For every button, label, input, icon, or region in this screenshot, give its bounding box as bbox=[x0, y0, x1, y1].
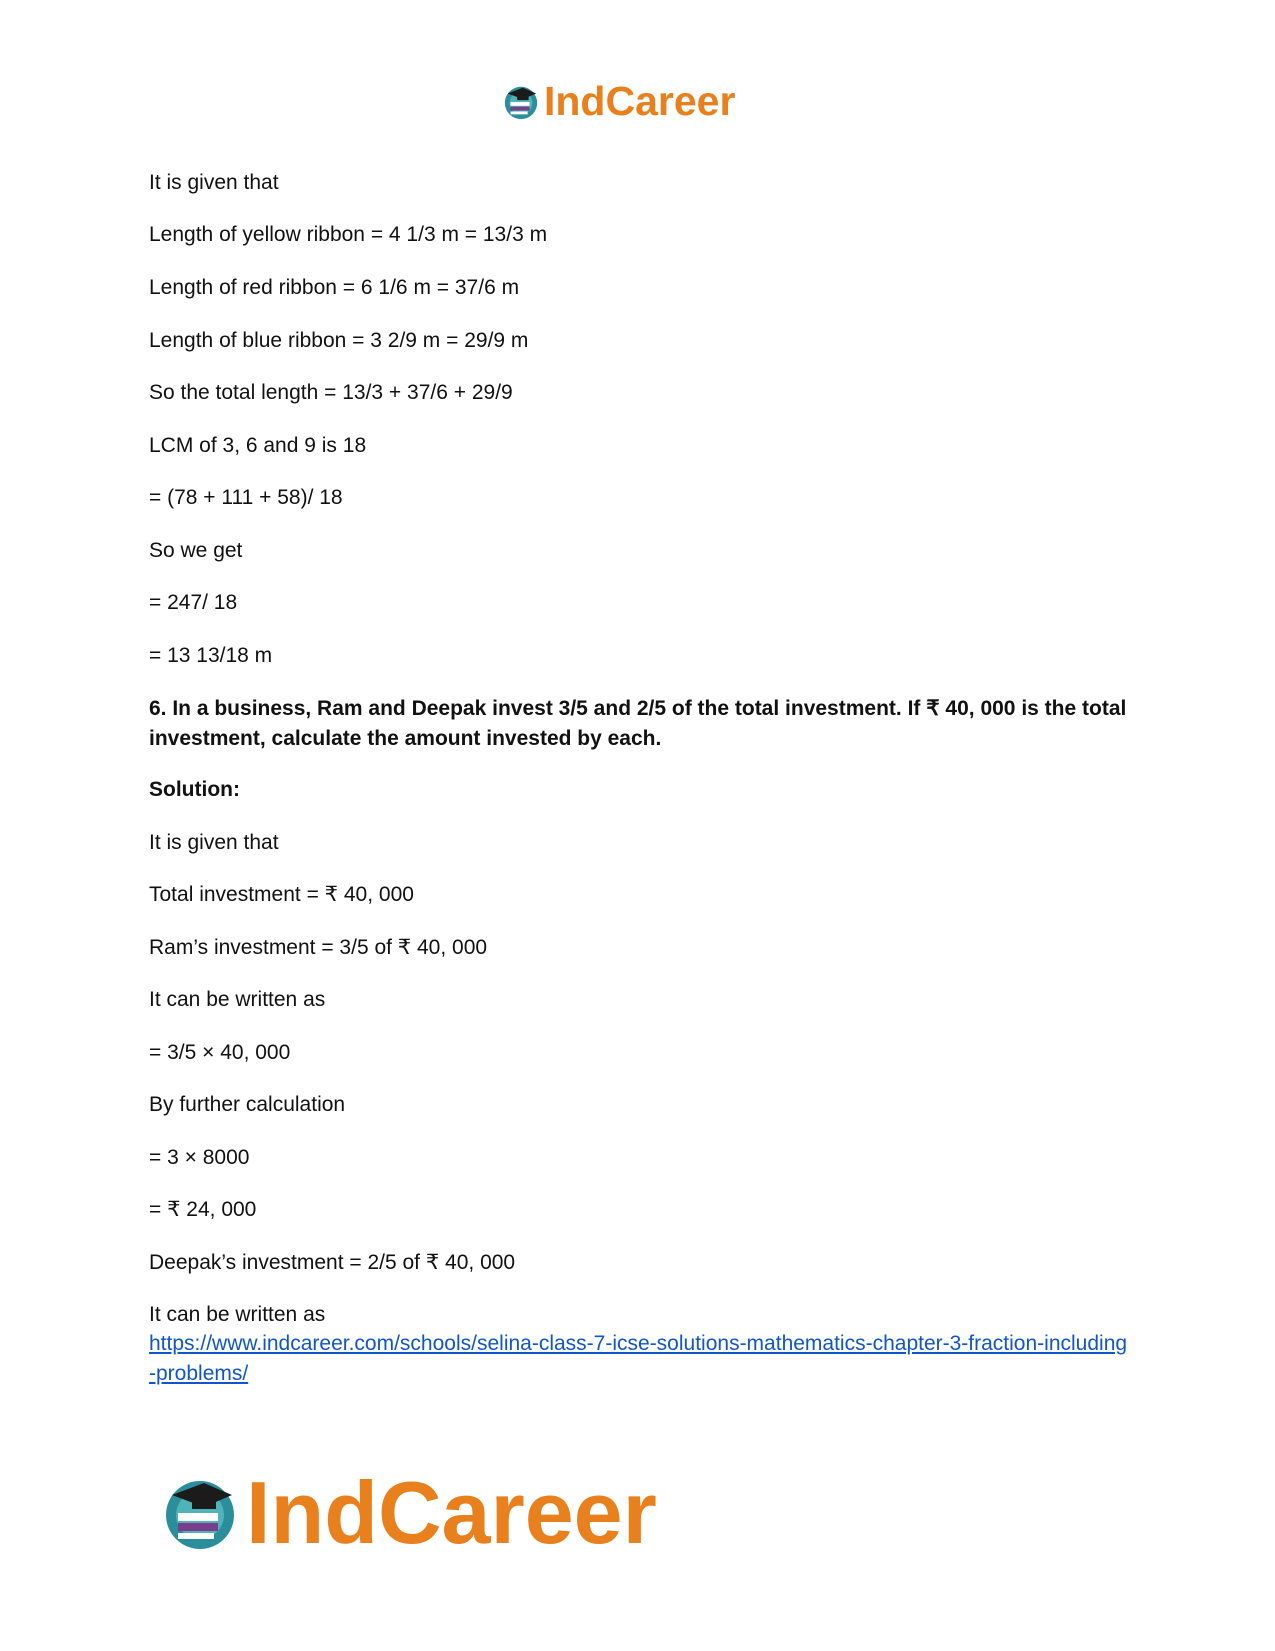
text-line: Ram’s investment = 3/5 of ₹ 40, 000 bbox=[149, 936, 488, 959]
text-line: = 3 × 8000 bbox=[149, 1146, 250, 1169]
solution-label: Solution: bbox=[149, 778, 240, 801]
brand-logo-top bbox=[502, 78, 735, 125]
text-line: It is given that bbox=[149, 171, 279, 194]
footer-link[interactable]: https://www.indcareer.com/schools/selina-class-7-icse-solutions-mathematics-chapter-3-fraction-including-problems/ bbox=[149, 1332, 1128, 1385]
graduation-book-icon bbox=[160, 1473, 240, 1553]
text-line: Length of blue ribbon = 3 2/9 m = 29/9 m bbox=[149, 329, 529, 352]
text-line: = 247/ 18 bbox=[149, 591, 238, 614]
text-line: = ₹ 24, 000 bbox=[149, 1198, 257, 1221]
text-line: Length of yellow ribbon = 4 1/3 m = 13/3 m bbox=[149, 223, 548, 246]
text-line: = 13 13/18 m bbox=[149, 644, 273, 667]
text-line: It can be written as bbox=[149, 988, 326, 1011]
question-heading: 6. In a business, Ram and Deepak invest 3/5 and 2/5 of the total investment. If ₹ 40, 000 is the total investment, calculate the amount invested by each. bbox=[149, 697, 1127, 750]
text-line: So we get bbox=[149, 539, 243, 562]
brand-name: IndCareer bbox=[246, 1463, 657, 1562]
text-line: It is given that bbox=[149, 831, 279, 854]
text-line: LCM of 3, 6 and 9 is 18 bbox=[149, 434, 367, 457]
graduation-book-icon bbox=[502, 83, 540, 121]
text-line: = (78 + 111 + 58)/ 18 bbox=[149, 486, 343, 509]
text-line: So the total length = 13/3 + 37/6 + 29/9 bbox=[149, 381, 513, 404]
text-line: By further calculation bbox=[149, 1093, 346, 1116]
brand-name: IndCareer bbox=[544, 78, 736, 124]
text-line: Deepak’s investment = 2/5 of ₹ 40, 000 bbox=[149, 1251, 516, 1274]
text-line: Length of red ribbon = 6 1/6 m = 37/6 m bbox=[149, 276, 520, 299]
brand-logo-bottom bbox=[160, 1462, 657, 1564]
text-line: It can be written as bbox=[149, 1303, 326, 1326]
text-line: = 3/5 × 40, 000 bbox=[149, 1041, 291, 1064]
text-line: Total investment = ₹ 40, 000 bbox=[149, 883, 414, 906]
